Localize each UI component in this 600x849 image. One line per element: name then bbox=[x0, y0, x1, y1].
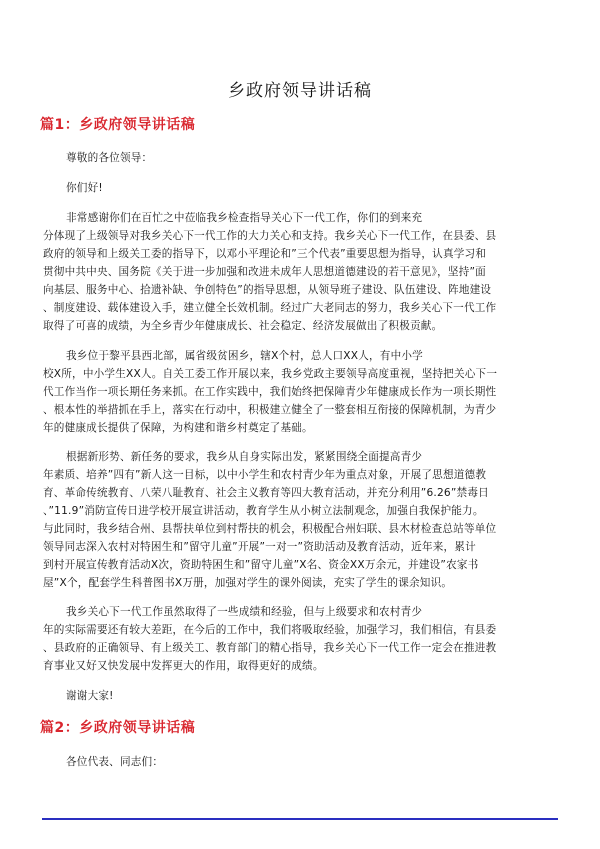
text-line: 政府的领导和上级关工委的指导下，以邓小平理论和”三个代表”重要思想为指导，认真学习和 bbox=[43, 248, 487, 260]
text-line: 贯彻中共中央、国务院《关于进一步加强和改进未成年人思想道德建设的若干意见》，坚持”面 bbox=[43, 266, 486, 278]
text-line: 年素质、培养”四有”新人这一目标，以中小学生和农村青少年为重点对象，开展了思想道德教 bbox=[43, 469, 487, 481]
text-line: 根据新形势、新任务的要求，我乡从自身实际出发，紧紧围绕全面提高青少 bbox=[66, 451, 423, 463]
text-line: 非常感谢你们在百忙之中莅临我乡检查指导关心下一代工作，你们的到来充 bbox=[66, 212, 423, 224]
closing: 谢谢大家! bbox=[66, 690, 114, 702]
text-line: 育事业又好又快发展中发挥更大的作用，取得更好的成绩。 bbox=[43, 660, 324, 672]
text-line: 向基层、服务中心、拾遗补缺、争创特色”的指导思想，从领导班子建设、队伍建设、阵地建设 bbox=[43, 284, 492, 296]
text-line: 屋”X个，配套学生科普图书X万册，加强对学生的课外阅读，充实了学生的课余知识。 bbox=[43, 577, 453, 589]
text-line: 校X所，中小学生XX人。自关工委工作开展以来，我乡党政主要领导高度重视，坚持把关心下一 bbox=[43, 368, 498, 380]
text-line: 我乡位于黎平县西北部，属省级贫困乡，辖X个村，总人口XX人，有中小学 bbox=[66, 350, 423, 362]
text-line: 年的实际需要还有较大差距，在今后的工作中，我们将吸取经验，加强学习，我们相信，有县委 bbox=[43, 624, 497, 636]
section-2-heading: 篇2：乡政府领导讲话稿 bbox=[40, 720, 196, 736]
text-line: 我乡关心下一代工作虽然取得了一些成绩和经验，但与上级要求和农村青少 bbox=[66, 606, 423, 618]
text-line: 代工作当作一项长期任务来抓。在工作实践中，我们始终把保障青少年健康成长作为一项长期性 bbox=[43, 386, 497, 398]
text-line: 与此同时，我乡结合州、县帮扶单位到村帮扶的机会，积极配合州妇联、县木材检查总站等单位 bbox=[43, 523, 497, 535]
text-line: 分体现了上级领导对我乡关心下一代工作的大力关心和支持。我乡关心下一代工作，在县委、县 bbox=[43, 230, 497, 242]
text-line: 年的健康成长提供了保障，为构建和谐乡村奠定了基础。 bbox=[43, 422, 313, 434]
text-line: 领导同志深入农村对特困生和”留守儿童”开展”一对一”资助活动及教育活动，近年来，累计 bbox=[43, 541, 476, 553]
document-title: 乡政府领导讲话稿 bbox=[228, 81, 372, 101]
text-line: 、制度建设、载体建设入手，建立健全长效机制。经过广大老同志的努力，我乡关心下一代工作 bbox=[43, 302, 497, 314]
greeting: 你们好! bbox=[66, 182, 103, 194]
salutation: 尊敬的各位领导： bbox=[66, 152, 153, 164]
text-line: 到村开展宣传教育活动X次，资助特困生和”留守儿童”X名、资金XX万余元，并建设”农家书 bbox=[43, 559, 479, 571]
text-line: 、”11.9”消防宣传日进学校开展宣讲活动，教育学生从小树立法制观念，加强自我保护能力。 bbox=[43, 505, 484, 517]
section-2-salutation: 各位代表、同志们： bbox=[66, 756, 164, 768]
text-line: 、根本性的举措抓在手上，落实在行动中，积极建立健全了一整套相互衔接的保障机制，为青少 bbox=[43, 404, 497, 416]
text-line: 取得了可喜的成绩，为全乡青少年健康成长、社会稳定、经济发展做出了积极贡献。 bbox=[43, 320, 443, 332]
page-divider bbox=[42, 818, 558, 820]
section-1-heading: 篇1：乡政府领导讲话稿 bbox=[40, 117, 196, 133]
text-line: 、县政府的正确领导、有上级关工、教育部门的精心指导，我乡关心下一代工作一定会在推进教 bbox=[43, 642, 497, 654]
text-line: 育、革命传统教育、八荣八耻教育、社会主义教育等四大教育活动，并充分利用”6.26”禁毒日 bbox=[43, 487, 489, 499]
